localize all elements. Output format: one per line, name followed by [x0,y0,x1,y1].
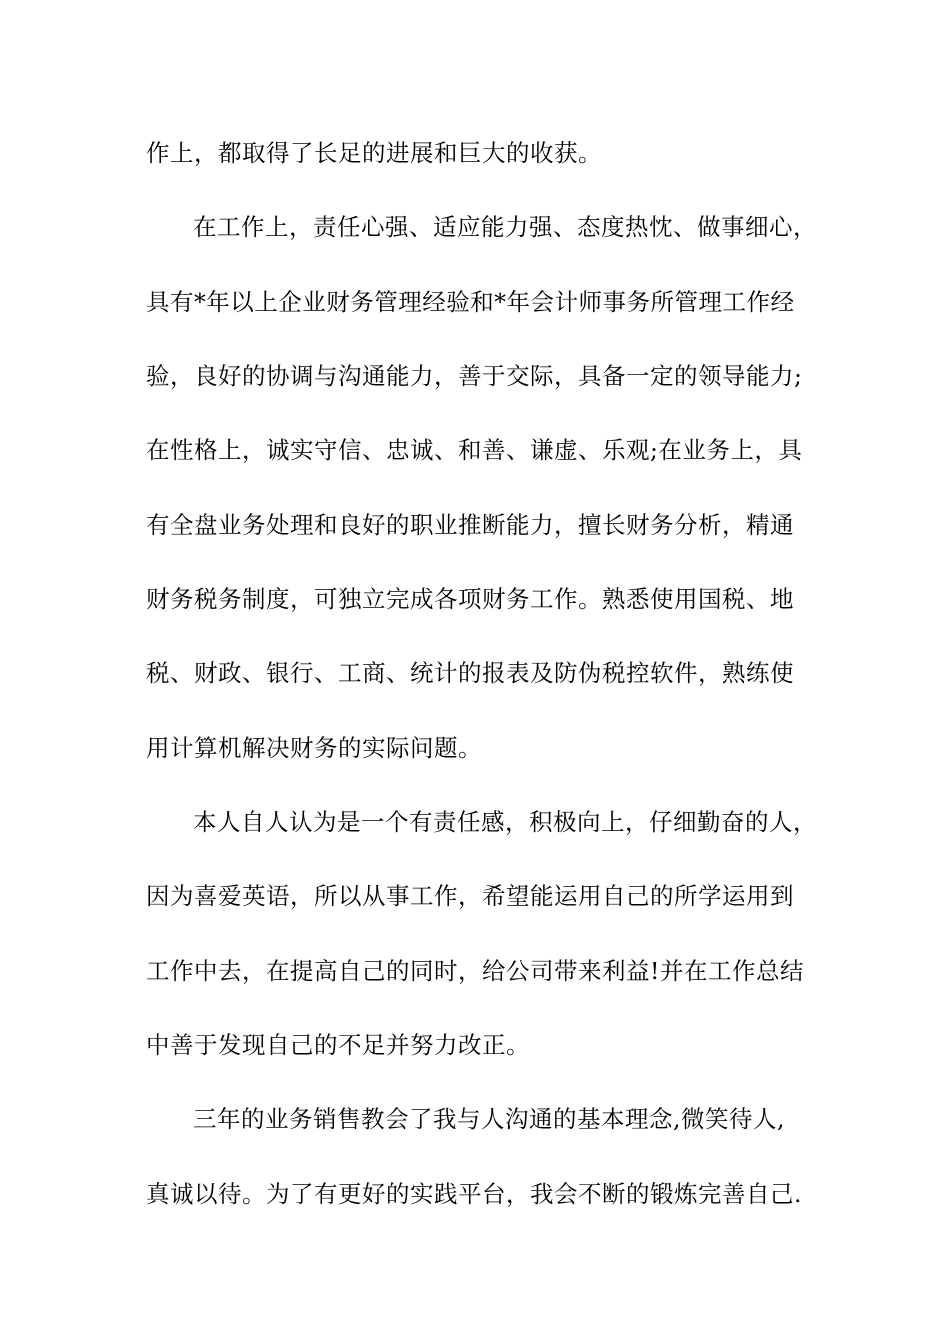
text-line: 作上，都取得了长足的进展和巨大的收获。 [146,139,602,167]
text-line: 具有*年以上企业财务管理经验和*年会计师事务所管理工作经 [146,288,795,316]
text-line: 在性格上，诚实守信、忠诚、和善、谦虚、乐观;在业务上，具 [146,436,803,464]
text-line: 中善于发现自己的不足并努力改正。 [146,1031,530,1059]
text-line: 有全盘业务处理和良好的职业推断能力，擅长财务分析，精通 [146,511,794,539]
paragraph-first-line: 本人自人认为是一个有责任感，积极向上，仔细勤奋的人， [193,808,817,836]
text-line: 真诚以待。为了有更好的实践平台，我会不断的锻炼完善自己. [146,1180,802,1208]
paragraph-first-line: 在工作上，责任心强、适应能力强、态度热忱、做事细心， [193,213,817,241]
text-line: 工作中去，在提高自己的同时，给公司带来利益!并在工作总结 [146,957,804,985]
text-line: 用计算机解决财务的实际问题。 [146,734,482,762]
text-line: 税、财政、银行、工商、统计的报表及防伪税控软件，熟练使 [146,659,794,687]
text-line: 财务税务制度，可独立完成各项财务工作。熟悉使用国税、地 [146,585,794,613]
text-line: 验，良好的协调与沟通能力，善于交际，具备一定的领导能力; [146,362,803,390]
paragraph-first-line: 三年的业务销售教会了我与人沟通的基本理念,微笑待人, [193,1105,785,1133]
text-line: 因为喜爱英语，所以从事工作，希望能运用自己的所学运用到 [146,882,794,910]
